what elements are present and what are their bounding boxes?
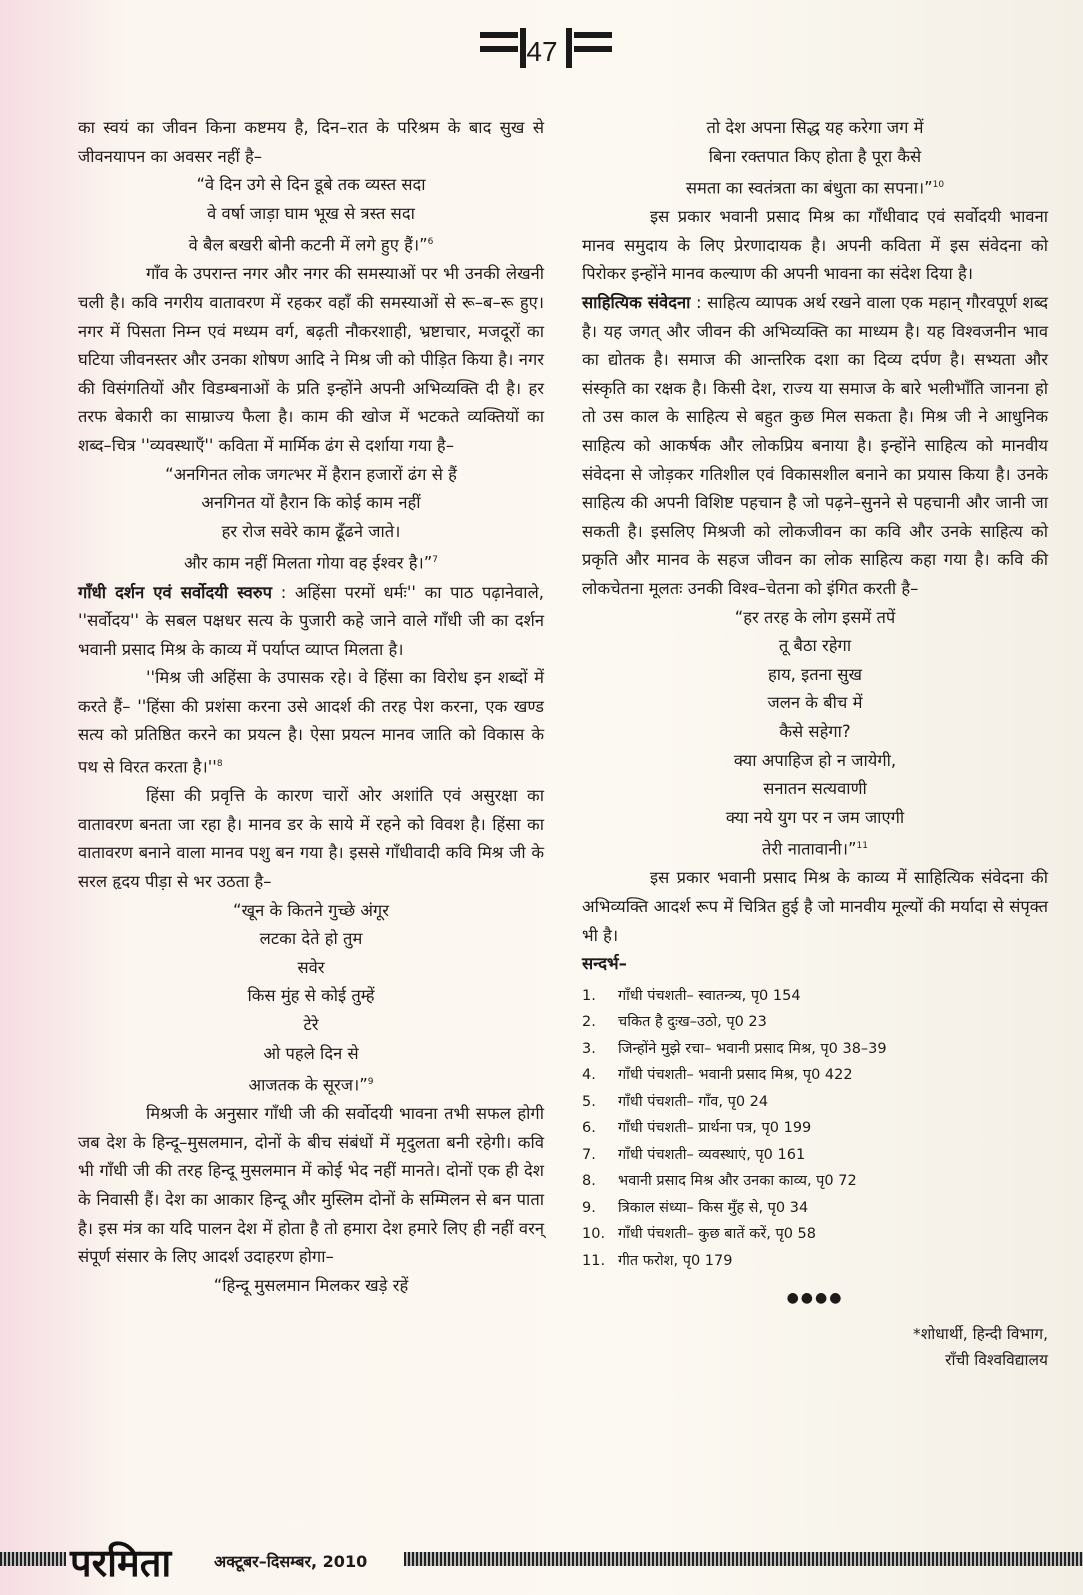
reference-item [582, 1142, 1048, 1169]
verse-line: ओ पहले दिन से [263, 1043, 359, 1063]
verse-text: आजतक के सूरज।” [248, 1075, 368, 1095]
verse-line: हाय, इतना सुख [768, 664, 862, 684]
reference-item [582, 1115, 1048, 1142]
footnote-marker: 7 [432, 555, 439, 566]
reference-item [582, 1168, 1048, 1195]
verse-text: और काम नहीं मिलता गोया वह ईश्वर है।” [183, 553, 433, 573]
verse-block [78, 897, 544, 1101]
reference-number: 1. [582, 987, 596, 1004]
verse-line: कैसे सहेगा? [779, 721, 851, 741]
reference-text: गाँधी पंचशती– स्वातन्त्र्य, पृ0 154 [618, 987, 801, 1004]
verse-text: समता का स्वतंत्रता का बंधुता का सपना।” [685, 178, 933, 198]
header-bracket-right [566, 28, 572, 68]
reference-number: 7. [582, 1146, 596, 1163]
header-rule-right-top [574, 32, 612, 38]
reference-text: त्रिकाल संध्या– किस मुँह से, पृ0 34 [618, 1199, 809, 1216]
paragraph: इस प्रकार भवानी प्रसाद मिश्र के काव्य में साहित्यिक संवेदना की अभिव्यक्ति आदर्श रूप में चित्रित हुई है जो मानवीय मूल्यों की मर्यादा से संपृक्त भी है। [582, 868, 1048, 945]
verse-line [78, 1068, 544, 1100]
paragraph: मिश्रजी के अनुसार गाँधी जी की सर्वोदयी भावना तभी सफल होगी जब देश के हिन्दू–मुसलमान, दोनों के बीच संबंधों में मृदुलता बनी रहेगी। कवि भी गाँधी जी की तरह हिन्दू मुसलमान में कोई भेद नहीं मानते। दोनों एक ही देश के निवासी हैं। देश का आकार हिन्दू और मुस्लिम दोनों के सम्मिलन से बन पाता है। इस मंत्र का यदि पालन देश में होता है तो हमारा देश हमारे लिए ही नहीं वरन् संपूर्ण संसार के लिए आदर्श उदाहरण होगा– [78, 1104, 544, 1267]
verse-line [582, 171, 1048, 203]
footnote-marker: 6 [427, 237, 434, 248]
magazine-logo: परमिता [70, 1540, 172, 1585]
left-column [78, 114, 544, 1300]
reference-item [582, 1009, 1048, 1036]
page-footer [0, 1538, 1083, 1585]
references-list [582, 983, 1048, 1275]
page-header [0, 20, 1083, 72]
paragraph: का स्वयं का जीवन किना कष्टमय है, दिन–रात के परिश्रम के बाद सुख से जीवनयापन का अवसर नहीं है– [78, 118, 544, 166]
verse-line: सवेर [297, 957, 325, 977]
reference-text: गीत फरोश, पृ0 179 [618, 1252, 733, 1269]
reference-number: 10. [582, 1226, 606, 1243]
verse-line: अनगिनत यों हैरान कि कोई काम नहीं [201, 493, 421, 513]
section-heading: साहित्यिक संवेदना [582, 293, 691, 313]
reference-number: 6. [582, 1120, 596, 1137]
verse-block [78, 1272, 544, 1301]
reference-item [582, 1089, 1048, 1116]
issue-date: अक्टूबर–दिसम्बर, 2010 [214, 1552, 368, 1571]
paragraph-text: ''मिश्र जी अहिंसा के उपासक रहे। वे हिंसा का विरोध इन शब्दों में करते हैं– ''हिंसा की प्रशंसा करना उसे आदर्श की तरह पेश करना, एक खण्ड सत्य को प्रतिष्ठित करने का प्रयत्न है। ऐसा प्रयत्न मानव जाति को विकास के पथ से विरत करता है।'' [78, 668, 544, 777]
footnote-marker: 11 [856, 841, 868, 852]
reference-number: 9. [582, 1199, 596, 1216]
verse-line: किस मुंह से कोई तुम्हें [247, 986, 375, 1006]
reference-text: गाँधी पंचशती– प्रार्थना पत्र, पृ0 199 [618, 1120, 812, 1137]
footer-stripe-left [0, 1552, 66, 1566]
reference-text: गाँधी पंचशती– भवानी प्रसाद मिश्र, पृ0 422 [618, 1067, 853, 1084]
reference-text: चकित है दुःख–उठो, पृ0 23 [618, 1014, 767, 1031]
section-heading: गाँधी दर्शन एवं सर्वोदयी स्वरुप [78, 582, 273, 602]
verse-line: बिना रक्तपात किए होता है पूरा कैसे [708, 146, 922, 166]
verse-line: “अनगिनत लोक जगत्भर में हैरान हजारों ढंग से हैं [165, 464, 457, 484]
verse-block [78, 461, 544, 579]
verse-line: क्या नये युग पर न जम जाएगी [725, 807, 905, 827]
verse-line: जलन के बीच में [767, 693, 863, 713]
verse-block [78, 171, 544, 260]
reference-number: 4. [582, 1067, 596, 1084]
verse-line: “वे दिन उगे से दिन डूबे तक व्यस्त सदा [196, 175, 426, 195]
header-rule-right-bottom [574, 46, 612, 52]
paragraph: इस प्रकार भवानी प्रसाद मिश्र का गाँधीवाद एवं सर्वोदयी भावना मानव समुदाय के लिए प्रेरणादायक है। अपनी कविता में इस संवेदना को पिरोकर इन्होंने मानव कल्याण की अपनी भावना का संदेश दिया है। [582, 207, 1048, 284]
verse-line [78, 228, 544, 260]
right-column [582, 114, 1048, 1373]
affiliation-line: राँची विश्वविद्यालय [945, 1350, 1048, 1369]
reference-number: 11. [582, 1252, 606, 1269]
footer-stripe-right [404, 1552, 1083, 1566]
page-number: 47 [526, 36, 558, 67]
verse-text: वे बैल बखरी बोनी कटनी में लगे हुए हैं।” [188, 235, 428, 255]
paragraph: हिंसा की प्रवृत्ति के कारण चारों ओर अशांति एवं असुरक्षा का वातावरण बनता जा रहा है। मानव डर के साये में रहने को विवश है। हिंसा का वातावरण बनाने वाला मानव पशु बन गया है। इससे गाँधीवादी कवि मिश्र जी के सरल हृदय पीड़ा से भर उठता है– [78, 786, 544, 891]
footnote-marker: 9 [367, 1077, 374, 1088]
reference-item [582, 983, 1048, 1010]
verse-block [582, 604, 1048, 865]
verse-line [78, 546, 544, 578]
paragraph [78, 579, 544, 665]
verse-line: लटका देते हो तुम [259, 929, 363, 949]
reference-number: 2. [582, 1014, 596, 1031]
paragraph [78, 664, 544, 782]
header-rule-left-bottom [480, 46, 518, 52]
reference-item [582, 1248, 1048, 1275]
paragraph-text: : साहित्य व्यापक अर्थ रखने वाला एक महान् गौरवपूर्ण शब्द है। यह जगत् और जीवन की अभिव्यक्ति का माध्यम है। यह विश्वजनीन भाव का द्योतक है। समाज की आन्तरिक दशा का दिव्य दर्पण है। सभ्यता और संस्कृति का रक्षक है। किसी देश, राज्य या समाज के बारे भलीभाँति जानना हो तो उस काल के साहित्य से बहुत कुछ मिल सकता है। मिश्र जी ने आधुनिक साहित्य को आकर्षक और लोकप्रिय बनाया है। इन्होंने साहित्य को मानवीय संवेदना से जोड़कर गतिशील एवं विकासशील बनाने का प्रयास किया है। उनके साहित्य की अपनी विशिष्ट पहचान है जो पढ़ने–सुनने से पहचानी और जानी जा सकती है। इसलिए मिश्रजी को लोकजीवन का कवि और उनके साहित्य को प्रकृति और मानव के सहज जीवन का लोक साहित्य कहा गया है। कवि की लोकचेतना मूलतः उनकी विश्व–चेतना को इंगित करती है– [582, 293, 1049, 598]
author-affiliation [582, 1321, 1048, 1373]
verse-line: हर रोज सवेरे काम ढूँढने जाते। [221, 521, 401, 541]
verse-text: तेरी नातावानी।” [762, 839, 857, 859]
verse-line: “खून के कितने गुच्छे अंगूर [233, 900, 389, 920]
footnote-marker: 10 [932, 180, 945, 191]
header-rule-left-top [480, 32, 518, 38]
reference-number: 8. [582, 1173, 596, 1190]
verse-line [582, 832, 1048, 864]
separator-dots: ●●●● [786, 1290, 844, 1307]
reference-item [582, 1036, 1048, 1063]
reference-text: जिन्होंने मुझे रचा– भवानी प्रसाद मिश्र, पृ0 38–39 [618, 1040, 887, 1057]
verse-line: तू बैठा रहेगा [778, 636, 852, 656]
footnote-marker: 8 [216, 759, 223, 770]
reference-text: गाँधी पंचशती– गाँव, पृ0 24 [618, 1093, 769, 1110]
affiliation-line: *शोधार्थी, हिन्दी विभाग, [912, 1324, 1048, 1343]
paragraph: गाँव के उपरान्त नगर और नगर की समस्याओं पर भी उनकी लेखनी चली है। कवि नगरीय वातावरण में रहकर वहाँ की समस्याओं से रू–ब–रू हुए। नगर में पिसता निम्न एवं मध्यम वर्ग, बढ़ती नौकरशाही, भ्रष्टाचार, मजदूरों का घटिया जीवनस्तर और उनका शोषण आदि ने मिश्र जी को पीड़ित किया है। नगर की विसंगतियों और विडम्बनाओं के प्रति इन्होंने अपनी अभिव्यक्ति दी है। हर तरफ बेकारी का साम्राज्य फैला है। काम की खोज में भटकते व्यक्तियों का शब्द–चित्र ''व्यवस्थाएँ'' कविता में मार्मिक ढंग से दर्शाया गया है– [78, 264, 544, 456]
reference-item [582, 1062, 1048, 1089]
paragraph-text: : अहिंसा परमों धर्मः'' का पाठ पढ़ानेवाले, ''सर्वोदय'' के सबल पक्षधर सत्य के पुजारी कहे जाने वाले गाँधी जी का दर्शन भवानी प्रसाद मिश्र के काव्य में पर्याप्त व्याप्त मिलता है। [78, 582, 545, 659]
reference-number: 3. [582, 1040, 596, 1057]
verse-line: तो देश अपना सिद्ध यह करेगा जग में [706, 118, 924, 137]
reference-text: गाँधी पंचशती– व्यवस्थाएं, पृ0 161 [618, 1146, 806, 1163]
verse-line: “हर तरह के लोग इसमें तपें [734, 607, 896, 627]
verse-line: वे वर्षा जाड़ा घाम भूख से त्रस्त सदा [207, 203, 415, 223]
reference-text: गाँधी पंचशती– कुछ बातें करें, पृ0 58 [618, 1226, 817, 1243]
paragraph [582, 289, 1048, 604]
reference-text: भवानी प्रसाद मिश्र और उनका काव्य, पृ0 72 [618, 1173, 857, 1190]
verse-line: सनातन सत्यवाणी [763, 779, 867, 799]
verse-line: टेरे [303, 1014, 319, 1034]
verse-line: “हिन्दू मुसलमान मिलकर खड़े रहें [213, 1275, 409, 1295]
verse-block [582, 114, 1048, 203]
verse-line: क्या अपाहिज हो न जायेगी, [733, 750, 897, 770]
reference-item [582, 1195, 1048, 1222]
references-title: सन्दर्भ– [582, 954, 627, 974]
reference-number: 5. [582, 1093, 596, 1110]
reference-item [582, 1221, 1048, 1248]
